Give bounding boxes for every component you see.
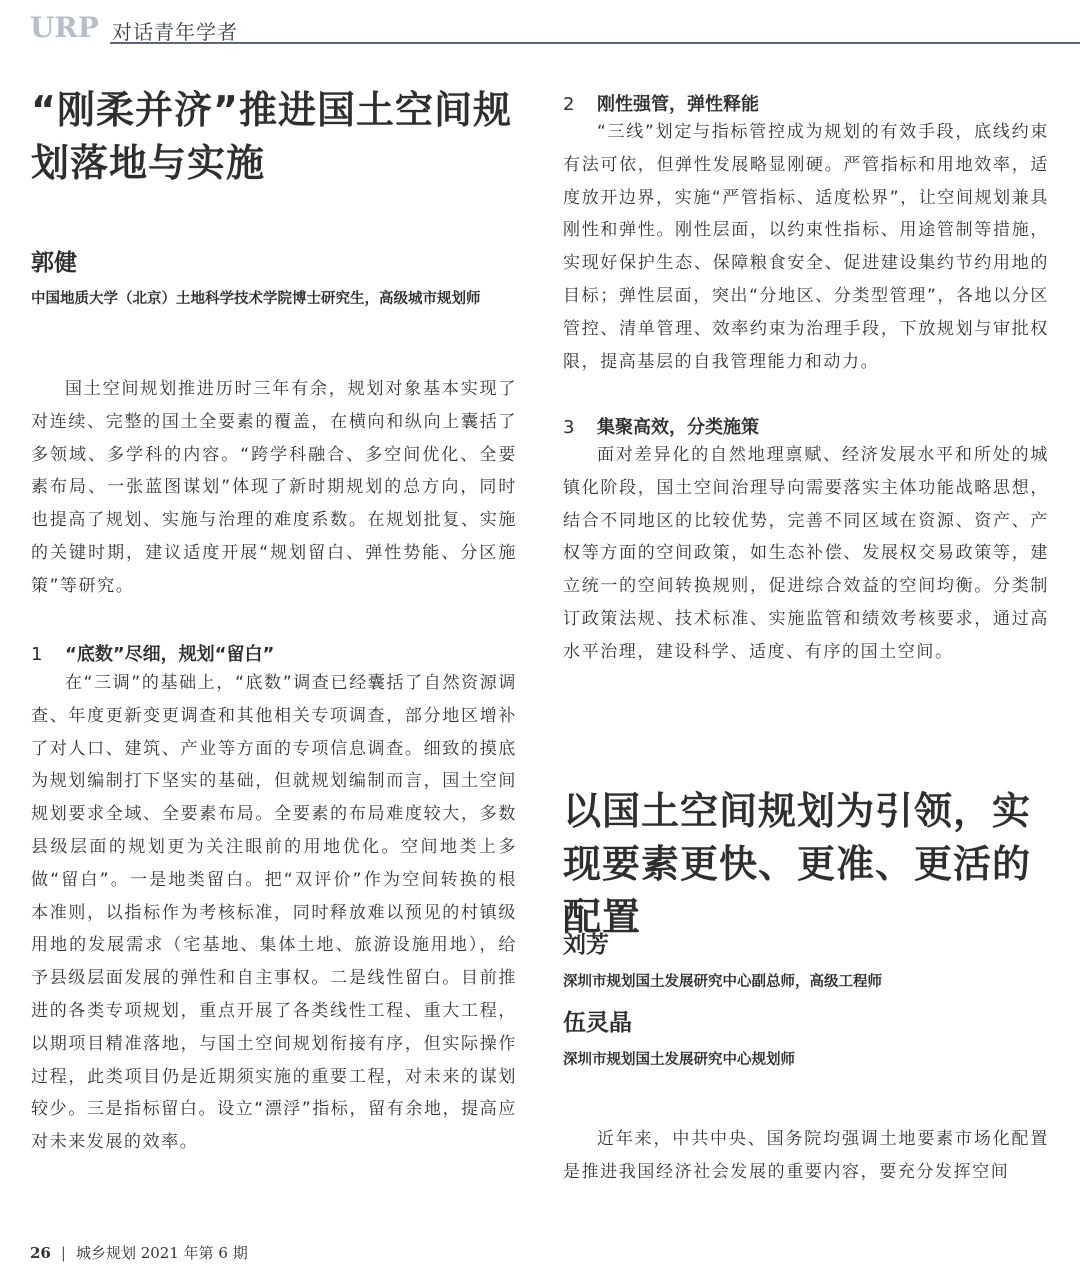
section-title: 刚性强管，弹性释能 [597, 94, 759, 115]
section-heading-1 [31, 640, 274, 666]
author-name: 伍灵晶 [563, 1010, 632, 1036]
author-name: 刘芳 [563, 932, 609, 958]
column-section-name: 对话青年学者 [112, 20, 238, 44]
journal-issue: 城乡规划 2021 年第 6 期 [75, 1244, 248, 1262]
author-affiliation: 中国地质大学（北京）土地科学技术学院博士研究生，高级城市规划师 [31, 291, 481, 307]
page-number: 26 [30, 1244, 51, 1262]
author-name: 郭健 [31, 250, 77, 276]
section-number: 2 [563, 94, 575, 115]
author-affiliation: 深圳市规划国土发展研究中心副总师，高级工程师 [563, 974, 882, 990]
article-2-intro: 近年来，中共中央、国务院均强调土地要素市场化配置是推进我国经济社会发展的重要内容，要充分发挥空间 [563, 1129, 1049, 1182]
section-number: 1 [31, 644, 43, 665]
article-2-title: 以国土空间规划为引领，实现要素更快、更准、更活的配置 [563, 789, 1032, 939]
header-divider [110, 42, 1080, 44]
section-title: “底数”尽细，规划“留白” [65, 644, 275, 665]
footer-separator: | [60, 1244, 66, 1262]
section-1-body: 在“三调”的基础上，“底数”调查已经囊括了自然资源调查、年度更新变更调查和其他相关专项调查，部分地区增补了对人口、建筑、产业等方面的专项信息调查。细致的摸底为规划编制打下坚实的基础，但就规划编制而言，国土空间规划要求全域、全要素布局。全要素的布局难度较大，多数县级层面的规划更为关注眼前的用地优化。空间地类上多做“留白”。一是地类留白。把“双评价”作为空间转换的根本准则，以指标作为考核标准，同时释放难以预见的村镇级用地的发展需求（宅基地、集体土地、旅游设施用地），给予县级层面发展的弹性和自主事权。二是线性留白。目前推进的各类专项规划，重点开展了各类线性工程、重大工程，以期项目精准落地，与国土空间规划衔接有序，但实际操作过程，此类项目仍是近期须实施的重要工程，对未来的谋划较少。三是指标留白。设立“漂浮”指标，留有余地，提高应对未来发展的效率。 [31, 673, 517, 1153]
section-heading-3 [563, 413, 759, 439]
author-affiliation: 深圳市规划国土发展研究中心规划师 [563, 1052, 795, 1068]
page-footer [30, 1242, 248, 1263]
journal-logo: URP [30, 11, 99, 44]
section-heading-2 [563, 90, 759, 116]
section-3-body: 面对差异化的自然地理禀赋、经济发展水平和所处的城镇化阶段，国土空间治理导向需要落实主体功能战略思想，结合不同地区的比较优势，完善不同区域在资源、资产、产权等方面的空间政策，如生态补偿、发展权交易政策等，建立统一的空间转换规则，促进综合效益的空间均衡。分类制订政策法规、技术标准、实施监管和绩效考核要求，通过高水平治理，建设科学、适度、有序的国土空间。 [563, 445, 1049, 662]
section-2-body: “三线”划定与指标管控成为规划的有效手段，底线约束有法可依，但弹性发展略显刚硬。严管指标和用地效率，适度放开边界，实施“严管指标、适度松界”，让空间规划兼具刚性和弹性。刚性层面，以约束性指标、用途管制等措施，实现好保护生态、保障粮食安全、促进建设集约节约用地的目标；弹性层面，突出“分地区、分类型管理”，各地以分区管控、清单管理、效率约束为治理手段，下放规划与审批权限，提高基层的自我管理能力和动力。 [563, 122, 1049, 372]
intro-paragraph: 国土空间规划推进历时三年有余，规划对象基本实现了对连续、完整的国土全要素的覆盖，在横向和纵向上囊括了多领域、多学科的内容。“跨学科融合、多空间优化、全要素布局、一张蓝图谋划”体现了新时期规划的总方向，同时也提高了规划、实施与治理的难度系数。在规划批复、实施的关键时期，建议适度开展“规划留白、弹性势能、分区施策”等研究。 [31, 379, 517, 596]
page-header [0, 0, 1080, 44]
article-title: “刚柔并济”推进国土空间规划落地与实施 [31, 88, 512, 185]
section-title: 集聚高效，分类施策 [597, 417, 759, 438]
section-number: 3 [563, 417, 575, 438]
